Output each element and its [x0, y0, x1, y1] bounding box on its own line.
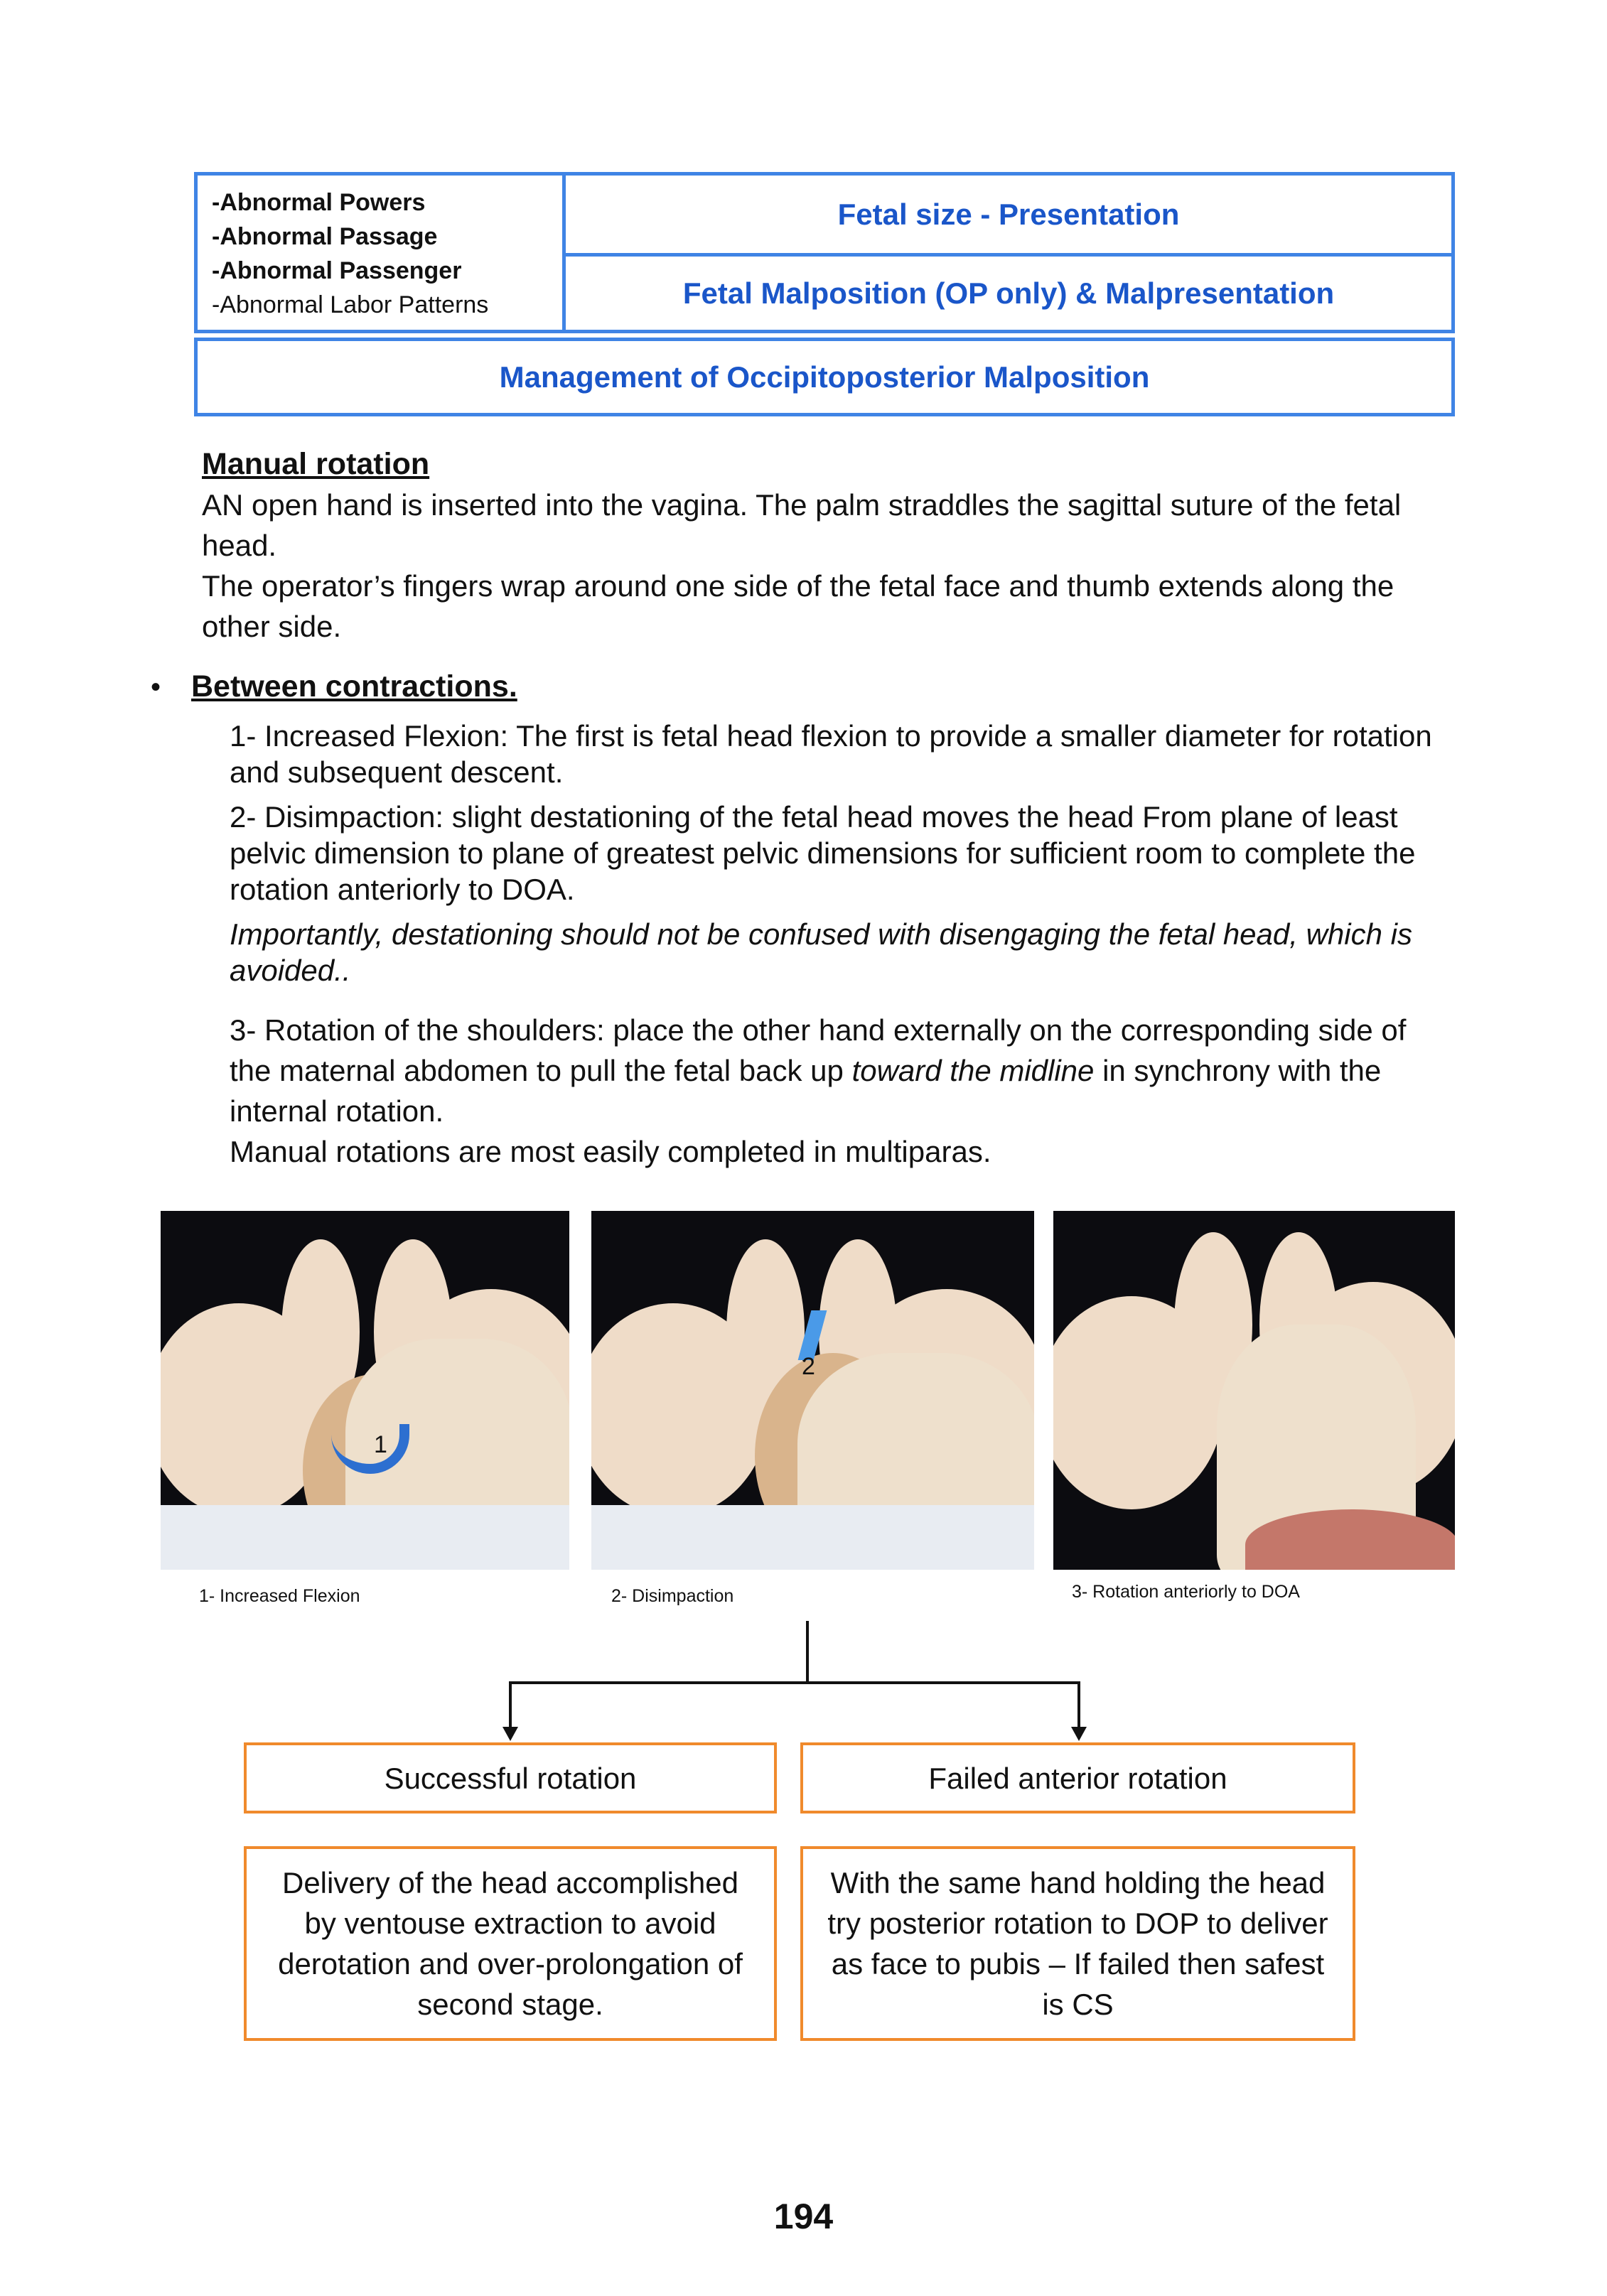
between-contractions-heading: Between contractions. — [191, 669, 517, 704]
figure-rotation-doa — [1053, 1211, 1455, 1570]
figure-disimpaction — [591, 1211, 1034, 1570]
step-3 — [230, 1010, 1452, 1131]
closing-note: Manual rotations are most easily completed in multiparas. — [230, 1135, 991, 1168]
failed-rotation-detail: With the same hand holding the head try posterior rotation to DOP to deliver as face to pubis – If failed then safest is CS — [800, 1846, 1355, 2041]
topic-fetal-malposition: Fetal Malposition (OP only) & Malpresentation — [562, 253, 1455, 333]
category-passage: -Abnormal Passage — [212, 223, 438, 250]
connector-right — [1077, 1681, 1080, 1728]
abnormal-categories-box — [194, 172, 566, 333]
step-3-text: 3- Rotation of the shoulders: place the other hand externally on the corresponding side of the maternal abdomen to pull the fetal back up — [230, 1013, 1407, 1087]
flexion-marker: 1 — [374, 1431, 387, 1458]
step-3-text-end: in synchrony with the internal rotation. — [230, 1054, 1382, 1128]
disimpaction-marker: 2 — [802, 1353, 815, 1380]
manual-rotation-section — [202, 444, 1467, 647]
arrow-down-icon — [502, 1727, 518, 1741]
category-powers: -Abnormal Powers — [212, 189, 426, 216]
page-number: 194 — [773, 2197, 834, 2236]
caption-2: 2- Disimpaction — [611, 1586, 734, 1606]
figure-increased-flexion — [161, 1211, 569, 1570]
successful-rotation-detail: Delivery of the head accomplished by ventouse extraction to avoid derotation and over-prolongation of second stage. — [244, 1846, 777, 2041]
connector-vertical — [806, 1621, 809, 1683]
caption-1: 1- Increased Flexion — [199, 1586, 360, 1606]
manual-rotation-p2: The operator’s fingers wrap around one side of the fetal face and thumb extends along the other side. — [202, 569, 1394, 643]
step-2-note: Importantly, destationing should not be confused with disengaging the fetal head, which is avoided.. — [230, 917, 1412, 987]
topic-fetal-size: Fetal size - Presentation — [562, 172, 1455, 257]
connector-horizontal — [509, 1681, 1080, 1684]
connector-left — [509, 1681, 512, 1728]
category-labor-patterns: -Abnormal Labor Patterns — [212, 291, 489, 318]
caption-3: 3- Rotation anteriorly to DOA — [1072, 1582, 1300, 1602]
manual-rotation-heading: Manual rotation — [202, 447, 430, 481]
failed-rotation-box: Failed anterior rotation — [800, 1742, 1355, 1813]
step-3-emphasis: toward the midline — [851, 1054, 1095, 1087]
category-passenger: -Abnormal Passenger — [212, 257, 462, 284]
page-title: Management of Occipitoposterior Malposition — [194, 338, 1455, 416]
steps-section — [230, 718, 1452, 1172]
successful-rotation-box: Successful rotation — [244, 1742, 777, 1813]
step-1: 1- Increased Flexion: The first is fetal head flexion to provide a smaller diameter for rotation and subsequent descent. — [230, 719, 1432, 789]
step-2: 2- Disimpaction: slight destationing of the fetal head moves the head From plane of least pelvic dimension to plane of greatest pelvic dimensions for sufficient room to complete the rotation anteriorly to DOA. — [230, 800, 1416, 906]
manual-rotation-p1: AN open hand is inserted into the vagina. The palm straddles the sagittal suture of the fetal head. — [202, 488, 1402, 562]
arrow-down-icon — [1071, 1727, 1087, 1741]
bullet-icon: • — [151, 672, 161, 703]
